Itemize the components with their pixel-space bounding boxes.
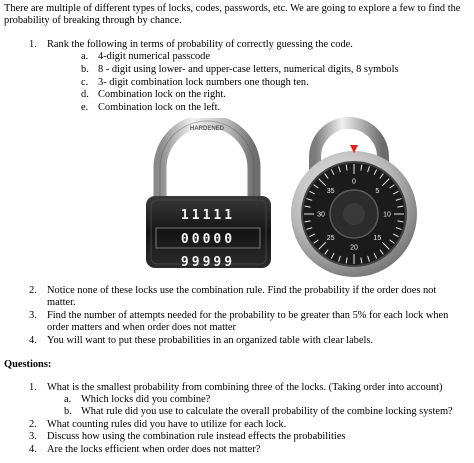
questions-heading: Questions:: [4, 359, 52, 370]
task-1-number: 1.: [29, 39, 37, 50]
sub-item-a-label: a.: [81, 51, 89, 62]
left-lock-shackle-engraving: HARDENED: [189, 126, 225, 132]
task-3-text: Find the number of attempts needed for the probability to be greater than 5% for each lock when: [47, 310, 449, 321]
dial-number: 20: [350, 244, 358, 252]
sub-item-a-text: 4-digit numerical passcode: [98, 51, 210, 62]
question-1-text: What is the smallest probability from combining three of the locks. (Taking order into account): [47, 382, 443, 393]
sub-item-d-text: Combination lock on the right.: [98, 89, 226, 100]
question-1a-label: a.: [64, 394, 72, 405]
task-1-text: Rank the following in terms of probability of correctly guessing the code.: [47, 39, 353, 50]
left-lock-row-top: 11111: [180, 208, 236, 223]
task-3-text-cont: order matters and when order does not matter: [47, 322, 236, 333]
five-digit-combination-padlock-image: [146, 118, 271, 278]
sub-item-c-label: c.: [81, 77, 89, 88]
dial-number: 30: [317, 211, 325, 219]
sub-item-e-label: e.: [81, 102, 89, 113]
question-1b-label: b.: [64, 406, 72, 417]
question-3-number: 3.: [29, 431, 37, 442]
sub-item-c-text: 3- digit combination lock numbers one though ten.: [98, 77, 309, 88]
task-2-text: Notice none of these locks use the combination rule. Find the probability if the order does not: [47, 285, 437, 296]
task-4-text: You will want to put these probabilities in an organized table with clear labels.: [47, 335, 373, 346]
question-2-number: 2.: [29, 419, 37, 430]
dial-number: 35: [326, 188, 335, 196]
question-4-text: Are the locks efficient when order does not matter?: [47, 444, 261, 455]
question-1b-text: What rule did you use to calculate the overall probability of the combine locking system?: [81, 406, 453, 417]
sub-item-e-text: Combination lock on the left.: [98, 102, 221, 113]
dial-number: 10: [383, 211, 391, 219]
task-2-number: 2.: [29, 285, 37, 296]
task-2-text-cont: matter.: [47, 297, 76, 308]
sub-item-b-label: b.: [81, 64, 89, 75]
dial-number: 5: [375, 188, 380, 196]
task-3-number: 3.: [29, 310, 37, 321]
left-lock-shackle: [160, 121, 254, 196]
dial-number: 25: [326, 234, 335, 242]
question-4-number: 4.: [29, 444, 37, 455]
question-2-text: What counting rules did you have to utilize for each lock.: [47, 419, 287, 430]
dial-number: 15: [373, 234, 382, 242]
question-1a-text: Which locks did you combine?: [81, 394, 211, 405]
task-4-number: 4.: [29, 335, 37, 346]
left-lock-row-middle: 00000: [180, 232, 236, 247]
dial-number: 0: [352, 178, 356, 186]
dial-combination-padlock-image: [277, 117, 457, 282]
question-3-text: Discuss how using the combination rule instead effects the probabilities: [47, 431, 346, 442]
sub-item-b-text: 8 - digit using lower- and upper-case letters, numerical digits, 8 symbols: [98, 64, 399, 75]
intro-paragraph: There are multiple of different types of locks, codes, passwords, etc. We are going to explore a few to find the probability of breaking through by chance.: [4, 3, 461, 27]
left-lock-row-bottom: 99999: [180, 255, 236, 270]
question-1-number: 1.: [29, 382, 37, 393]
sub-item-d-label: d.: [81, 89, 89, 100]
